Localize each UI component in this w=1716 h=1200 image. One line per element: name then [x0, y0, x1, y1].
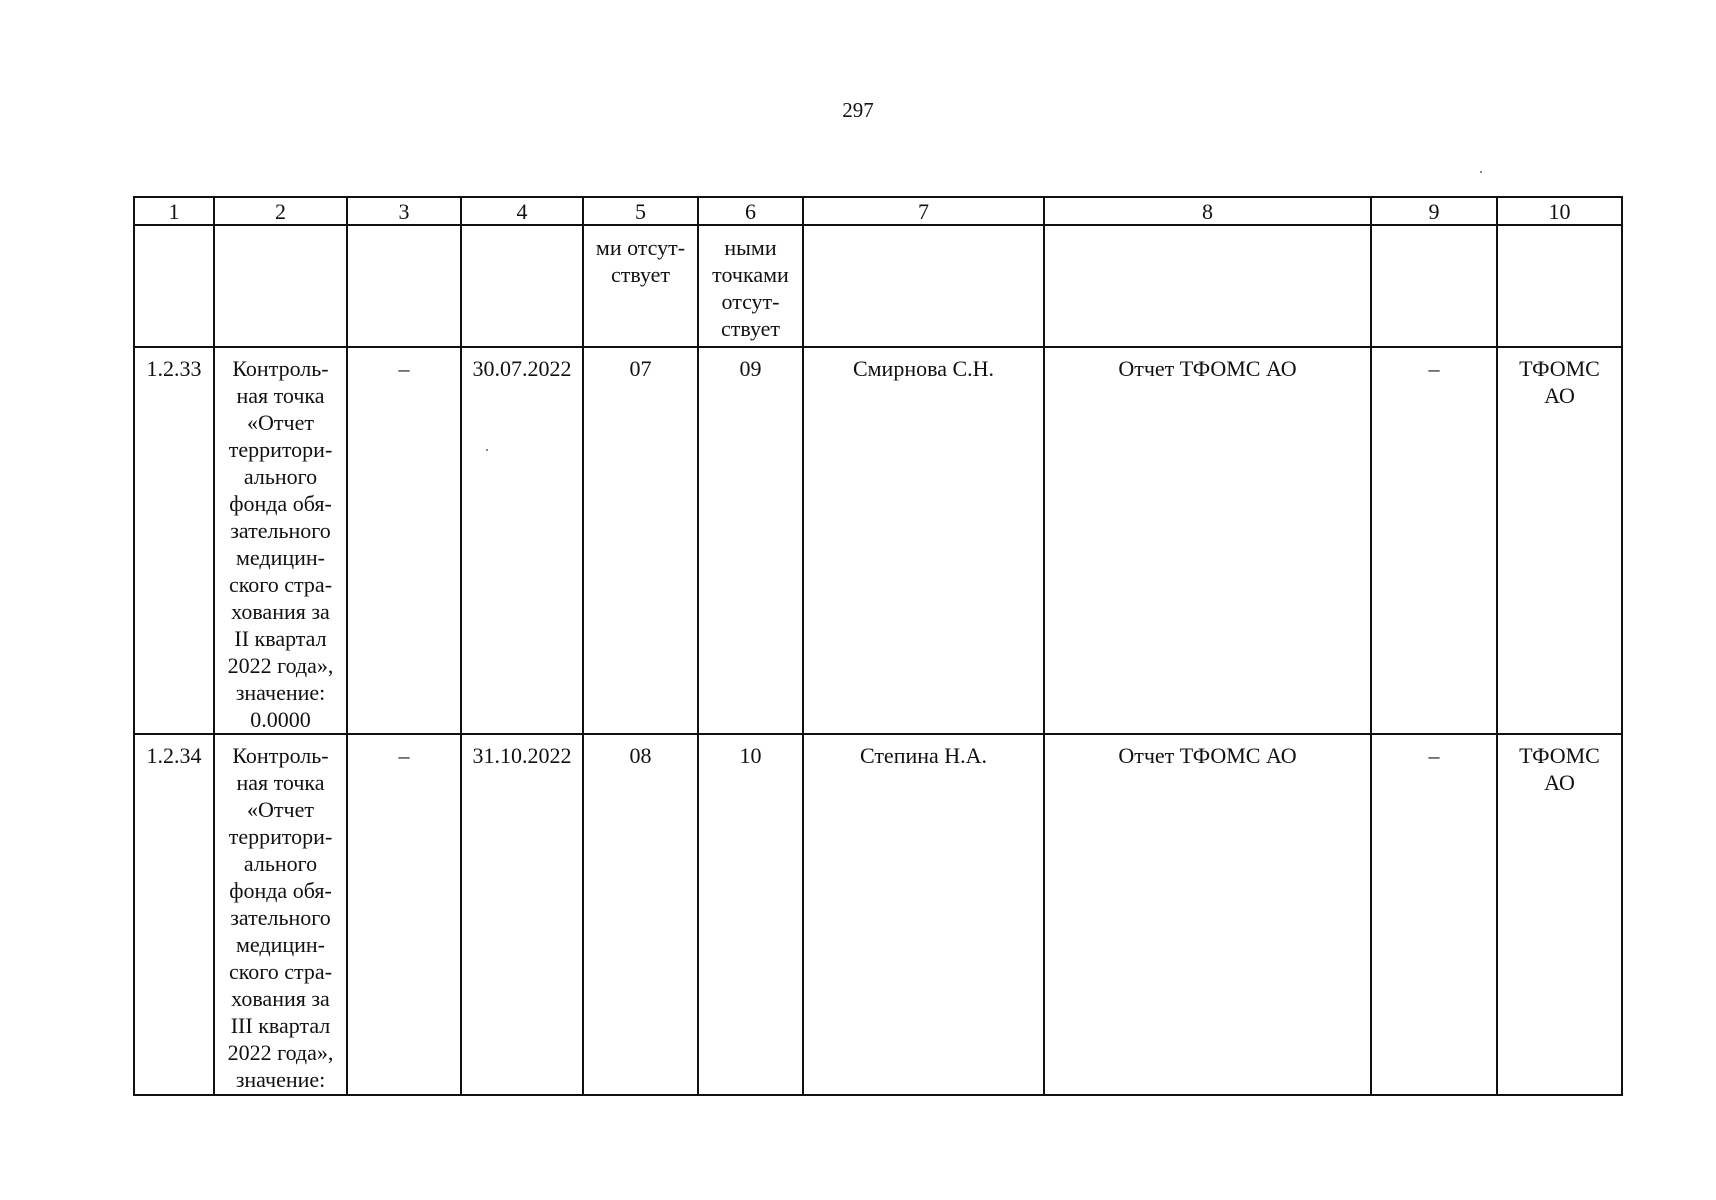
text-line: значение:	[235, 1067, 326, 1092]
text-line: ствует	[610, 262, 671, 287]
row-col6: 10	[698, 734, 803, 1095]
text-line: медицин-	[235, 545, 325, 570]
text-line: ная точка	[236, 770, 325, 795]
row-document: Отчет ТФОМС АО	[1044, 347, 1371, 734]
empty-cell	[347, 225, 461, 347]
text-line: II квартал	[234, 626, 327, 651]
text-line: территори-	[228, 824, 333, 849]
row-col9: –	[1371, 734, 1497, 1095]
text-line: АО	[1544, 770, 1575, 795]
text-line: ствует	[720, 316, 781, 341]
text-line: ального	[243, 851, 318, 876]
text-line: медицин-	[235, 932, 325, 957]
empty-cell	[214, 225, 347, 347]
text-line: АО	[1544, 383, 1575, 408]
scan-speck	[1480, 171, 1482, 173]
text-line: значение:	[235, 680, 326, 705]
text-line: 2022 года»,	[227, 1040, 334, 1065]
text-line: ского стра-	[228, 959, 333, 984]
text-line: Контроль-	[232, 743, 329, 768]
row-col5: 07	[583, 347, 698, 734]
empty-cell	[1044, 225, 1371, 347]
text-line: III квартал	[230, 1013, 331, 1038]
row-col9: –	[1371, 347, 1497, 734]
text-line: «Отчет	[247, 410, 314, 435]
text-line: ТФОМС	[1519, 356, 1600, 381]
column-number: 1	[134, 197, 214, 225]
text-line: фонда обя-	[229, 878, 332, 903]
row-description	[214, 734, 347, 1095]
row-responsible: Степина Н.А.	[803, 734, 1044, 1095]
text-line: зательного	[230, 518, 331, 543]
column-number: 2	[214, 197, 347, 225]
text-line: точками	[712, 262, 789, 287]
text-line: ского стра-	[228, 572, 333, 597]
row-col3: –	[347, 734, 461, 1095]
empty-cell	[1371, 225, 1497, 347]
row-date: 31.10.2022	[461, 734, 583, 1095]
column-number: 9	[1371, 197, 1497, 225]
text-line: хования за	[231, 986, 330, 1011]
column-number: 5	[583, 197, 698, 225]
control-points-table	[133, 196, 1623, 1096]
text-line: зательного	[230, 905, 331, 930]
column-number: 7	[803, 197, 1044, 225]
column-number: 4	[461, 197, 583, 225]
text-line: Контроль-	[232, 356, 329, 381]
column-number: 8	[1044, 197, 1371, 225]
text-line: отсут-	[721, 289, 780, 314]
text-line: «Отчет	[247, 797, 314, 822]
row-code: 1.2.33	[134, 347, 214, 734]
text-line: ными	[724, 235, 777, 260]
page-number: 297	[842, 98, 874, 122]
row-col3: –	[347, 347, 461, 734]
row-responsible: Смирнова С.Н.	[803, 347, 1044, 734]
row-col10	[1497, 347, 1622, 734]
column-number: 10	[1497, 197, 1622, 225]
text-line: 2022 года»,	[227, 653, 334, 678]
scan-speck	[486, 449, 488, 451]
table-row	[134, 734, 1622, 1095]
text-line: ная точка	[236, 383, 325, 408]
column-number: 3	[347, 197, 461, 225]
text-line: 0.0000	[250, 707, 311, 732]
table-row	[134, 347, 1622, 734]
empty-cell	[461, 225, 583, 347]
continuation-cell-col5	[583, 225, 698, 347]
text-line: хования за	[231, 599, 330, 624]
column-number-row	[134, 197, 1622, 225]
continuation-row	[134, 225, 1622, 347]
empty-cell	[1497, 225, 1622, 347]
column-number: 6	[698, 197, 803, 225]
row-col6: 09	[698, 347, 803, 734]
row-code: 1.2.34	[134, 734, 214, 1095]
text-line: ТФОМС	[1519, 743, 1600, 768]
row-document: Отчет ТФОМС АО	[1044, 734, 1371, 1095]
row-col5: 08	[583, 734, 698, 1095]
text-line: ми отсут-	[595, 235, 686, 260]
text-line: фонда обя-	[229, 491, 332, 516]
row-date: 30.07.2022	[461, 347, 583, 734]
empty-cell	[134, 225, 214, 347]
row-description	[214, 347, 347, 734]
empty-cell	[803, 225, 1044, 347]
text-line: территори-	[228, 437, 333, 462]
text-line: ального	[243, 464, 318, 489]
row-col10	[1497, 734, 1622, 1095]
continuation-cell-col6	[698, 225, 803, 347]
